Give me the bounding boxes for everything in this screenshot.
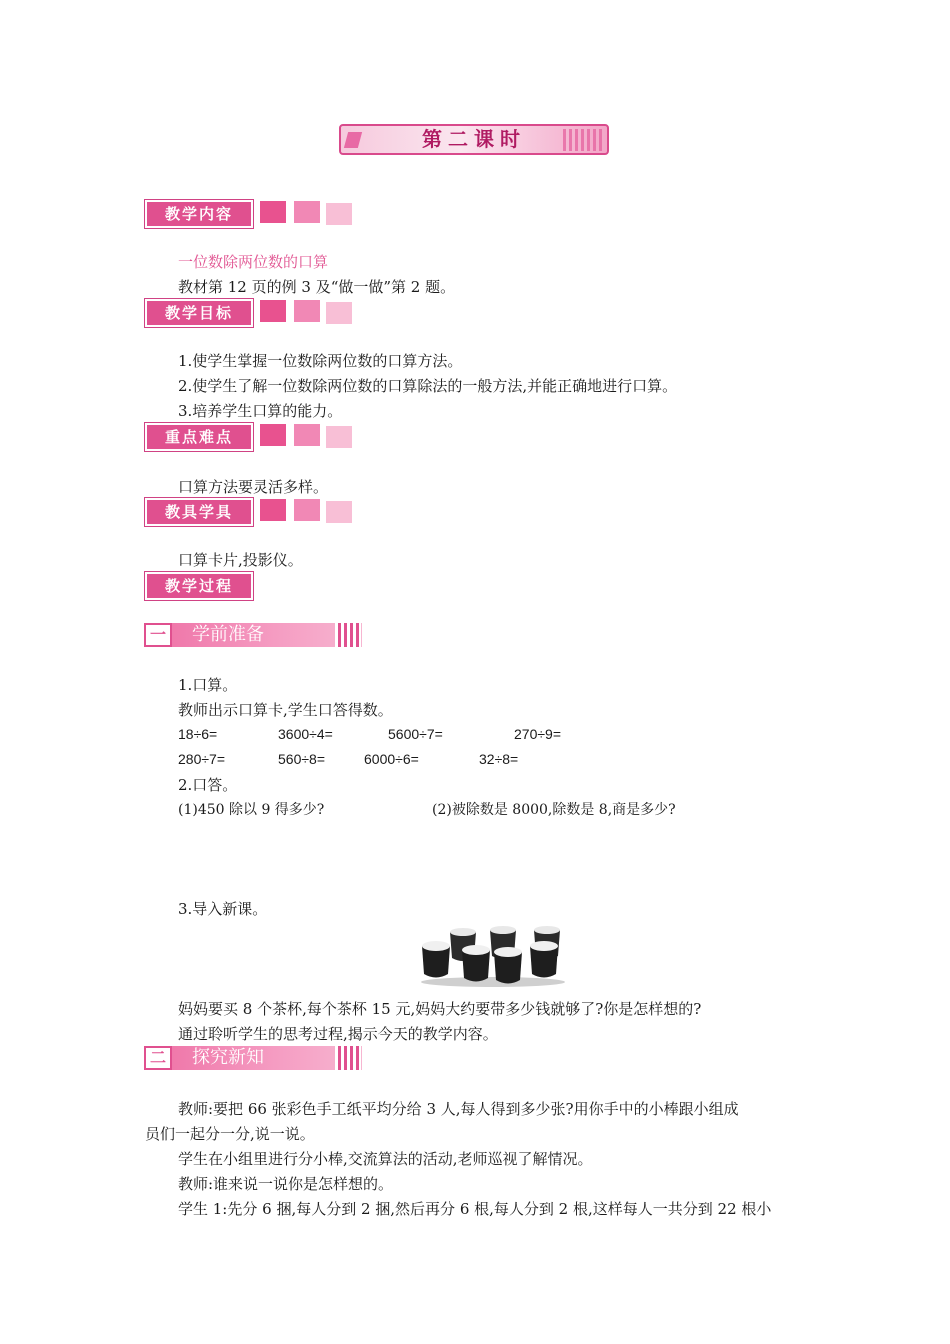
teacups-illustration xyxy=(418,924,568,988)
summary-text: 通过聆听学生的思考过程,揭示今天的教学内容。 xyxy=(178,1025,498,1043)
part1-header-stripes xyxy=(335,623,361,647)
calc-item: 3600÷4= xyxy=(278,726,333,742)
part2-paragraph: 学生 1:先分 6 捆,每人分到 2 捆,然后再分 6 根,每人分到 2 根,这样每人一共分到 22 根小 xyxy=(178,1200,772,1218)
key-points-text: 口算方法要灵活多样。 xyxy=(178,478,329,496)
story-text: 妈妈要买 8 个茶杯,每个茶杯 15 元,妈妈大约要带多少钱就够了?你是怎样想的? xyxy=(178,1000,702,1018)
tag-square xyxy=(260,499,286,521)
tag-square xyxy=(260,300,286,322)
part1-title: 学前准备 xyxy=(192,624,264,645)
calc-item: 6000÷6= xyxy=(364,751,419,767)
tag-square xyxy=(326,203,352,225)
goal-item: 1.使学生掌握一位数除两位数的口算方法。 xyxy=(178,352,463,370)
calc-item: 32÷8= xyxy=(479,751,519,767)
shadow xyxy=(421,977,565,987)
topic-text: 一位数除两位数的口算 xyxy=(178,253,329,271)
tag-square xyxy=(294,201,320,223)
section-tag-process: 教学过程 xyxy=(145,572,253,600)
teacup xyxy=(494,947,522,984)
goal-item: 2.使学生了解一位数除两位数的口算除法的一般方法,并能正确地进行口算。 xyxy=(178,377,678,395)
teacup xyxy=(530,941,558,978)
part2-paragraph: 学生在小组里进行分小棒,交流算法的活动,老师巡视了解情况。 xyxy=(178,1150,593,1168)
teacup xyxy=(462,945,490,982)
tag-square xyxy=(326,302,352,324)
tag-square xyxy=(326,501,352,523)
part2-header-stripes xyxy=(335,1046,361,1070)
tag-square xyxy=(260,201,286,223)
part2-paragraph: 教师:要把 66 张彩色手工纸平均分给 3 人,每人得到多少张?用你手中的小棒跟小组成 xyxy=(178,1100,739,1118)
part2-paragraph: 员们一起分一分,说一说。 xyxy=(145,1125,315,1143)
calc-item: 18÷6= xyxy=(178,726,218,742)
part2-number: 二 xyxy=(144,1046,172,1070)
calc-item: 270÷9= xyxy=(514,726,562,742)
calc-item: 5600÷7= xyxy=(388,726,443,742)
section-tag-tools: 教具学具 xyxy=(145,498,253,526)
lesson-title: 第二课时 xyxy=(422,127,526,151)
tag-square xyxy=(326,426,352,448)
tag-square xyxy=(294,499,320,521)
section-tag-key-points: 重点难点 xyxy=(145,423,253,451)
tag-square xyxy=(294,300,320,322)
tag-square xyxy=(260,424,286,446)
part1-item1: 1.口算。 xyxy=(178,676,238,694)
part1-item3: 3.导入新课。 xyxy=(178,900,268,918)
part1-item2: 2.口答。 xyxy=(178,776,238,794)
calc-item: 280÷7= xyxy=(178,751,226,767)
calc-item: 560÷8= xyxy=(278,751,326,767)
teacup xyxy=(422,941,450,978)
goal-item: 3.培养学生口算的能力。 xyxy=(178,402,343,420)
question-2: (2)被除数是 8000,除数是 8,商是多少? xyxy=(432,802,676,818)
tag-square xyxy=(294,424,320,446)
part2-title: 探究新知 xyxy=(192,1047,264,1068)
part1-item1-desc: 教师出示口算卡,学生口答得数。 xyxy=(178,701,393,719)
section-tag-content: 教学内容 xyxy=(145,200,253,228)
part1-number: 一 xyxy=(144,623,172,647)
section-tag-goals: 教学目标 xyxy=(145,299,253,327)
content-text: 教材第 12 页的例 3 及“做一做”第 2 题。 xyxy=(178,278,456,296)
part2-paragraph: 教师:谁来说一说你是怎样想的。 xyxy=(178,1175,394,1193)
question-1: (1)450 除以 9 得多少? xyxy=(178,802,325,818)
tools-text: 口算卡片,投影仪。 xyxy=(178,551,303,569)
